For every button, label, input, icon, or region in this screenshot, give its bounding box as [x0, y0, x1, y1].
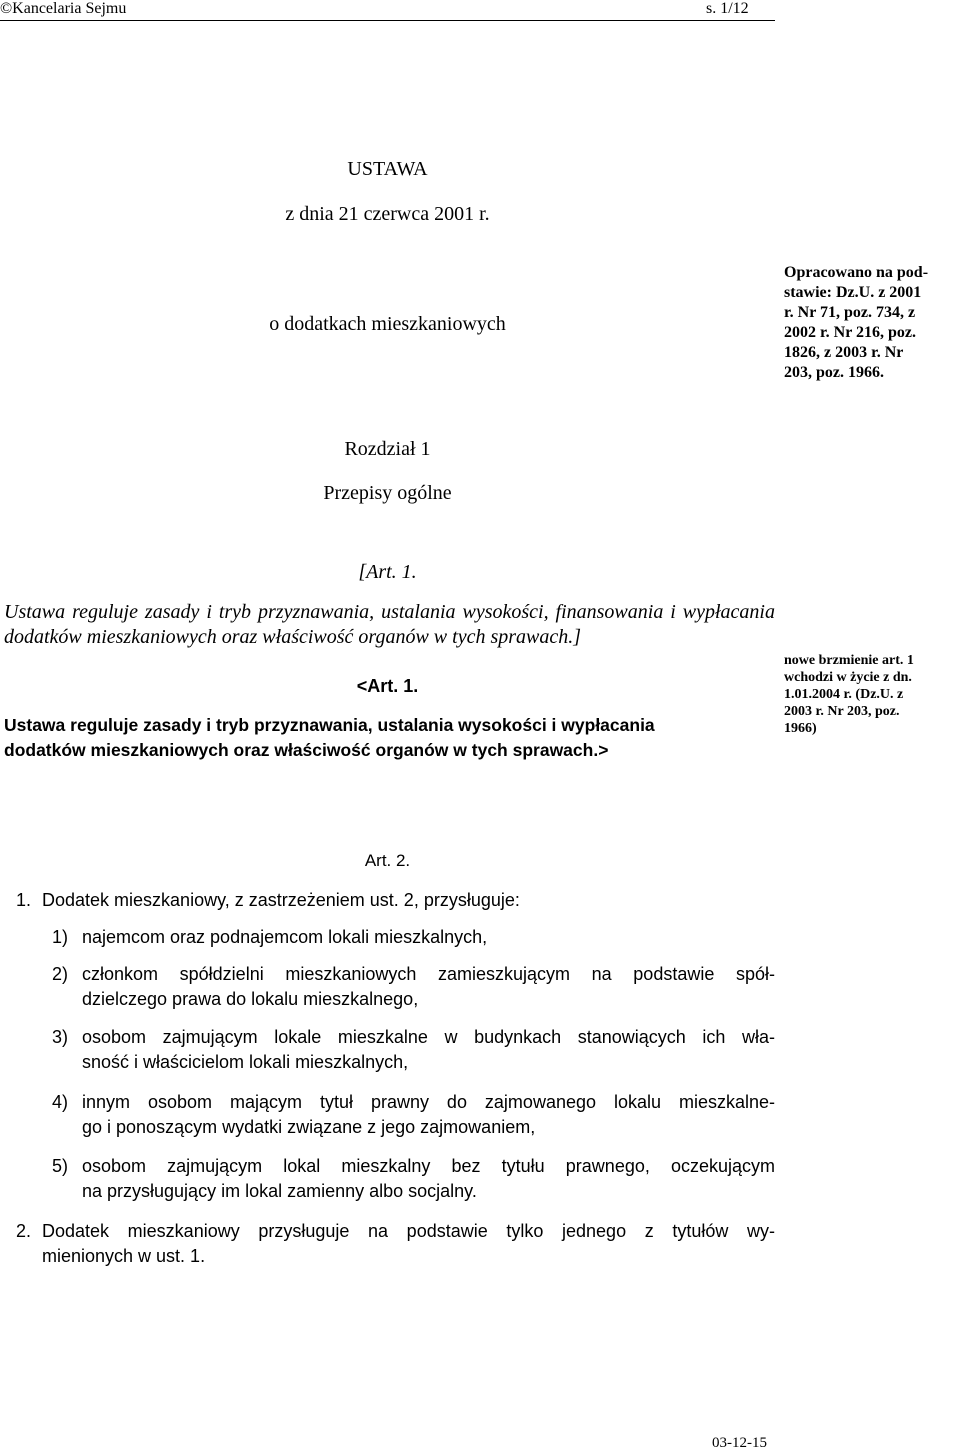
source-note-line: stawie: Dz.U. z 2001: [784, 284, 922, 301]
list-item-number: 5): [52, 1156, 69, 1176]
art1-old-heading: [Art. 1.: [358, 561, 417, 583]
amendment-note-line: 2003 r. Nr 203, poz.: [784, 704, 900, 719]
amendment-note-line: 1.01.2004 r. (Dz.U. z: [784, 687, 904, 702]
amendment-note-line: 1966): [784, 721, 817, 736]
ust-line: Dodatek mieszkaniowy przysługuje na podstawie tylko jednego z tytułów wy-: [42, 1221, 775, 1241]
amendment-note-line: nowe brzmienie art. 1: [784, 653, 914, 668]
art1-new-line: dodatków mieszkaniowych oraz właściwość organów w tych sprawach.>: [4, 740, 609, 760]
list-item-line: najemcom oraz podnajemcom lokali mieszkalnych,: [82, 927, 488, 947]
header-divider: [0, 20, 775, 21]
list-item-line: członkom spółdzielni mieszkaniowych zamieszkującym na podstawie spół-: [82, 964, 775, 984]
ust-number: 2.: [16, 1221, 32, 1241]
source-note-line: 2002 r. Nr 216, poz.: [784, 324, 916, 341]
source-note-line: 1826, z 2003 r. Nr: [784, 344, 904, 361]
art1-old-text: Ustawa reguluje zasady i tryb przyznawania, ustalania wysokości, finansowania i wypłacania dodatków mieszkaniowych oraz właściwość organów w tych sprawach.]: [4, 601, 775, 648]
page-number: s. 1/12: [706, 0, 749, 17]
chapter-name: Przepisy ogólne: [323, 482, 452, 504]
act-type: USTAWA: [347, 158, 428, 180]
ust-line: mienionych w ust. 1.: [42, 1246, 206, 1266]
source-note-line: r. Nr 71, poz. 734, z: [784, 304, 916, 321]
list-item-number: 2): [52, 964, 69, 984]
list-item-number: 1): [52, 927, 69, 947]
list-item-line: osobom zajmującym lokale mieszkalne w budynkach stanowiących ich wła-: [82, 1027, 775, 1047]
list-item-line: sność i właścicielom lokali mieszkalnych,: [82, 1052, 409, 1072]
amendment-note-line: wchodzi w życie z dn.: [784, 670, 912, 685]
list-item-line: osobom zajmującym lokal mieszkalny bez tytułu prawnego, oczekującym: [82, 1156, 775, 1176]
chapter-number: Rozdział 1: [344, 438, 431, 460]
ust-number: 1.: [16, 890, 32, 910]
list-item-line: na przysługujący im lokal zamienny albo socjalny.: [82, 1181, 477, 1201]
source-note-line: Opracowano na pod-: [784, 264, 929, 281]
list-item-line: innym osobom mającym tytuł prawny do zajmowanego lokalu mieszkalne-: [82, 1092, 775, 1112]
source-note-line: 203, poz. 1966.: [784, 364, 884, 381]
act-date: z dnia 21 czerwca 2001 r.: [285, 203, 490, 225]
publisher-label: ©Kancelaria Sejmu: [0, 0, 127, 17]
list-item-number: 3): [52, 1027, 69, 1047]
list-item-number: 4): [52, 1092, 69, 1112]
ust-text: Dodatek mieszkaniowy, z zastrzeżeniem ust. 2, przysługuje:: [42, 890, 520, 910]
list-item-line: go i ponoszącym wydatki związane z jego zajmowaniem,: [82, 1117, 536, 1137]
art2-heading: Art. 2.: [364, 851, 411, 870]
art1-new-heading: <Art. 1.: [356, 676, 419, 696]
act-subject: o dodatkach mieszkaniowych: [269, 313, 506, 335]
source-note: [784, 263, 928, 383]
art1-new-line: Ustawa reguluje zasady i tryb przyznawania, ustalania wysokości i wypłacania: [4, 715, 655, 735]
list-item-line: dzielczego prawa do lokalu mieszkalnego,: [82, 989, 419, 1009]
amendment-note: [784, 652, 914, 737]
footer-date: 03-12-15: [712, 1435, 767, 1451]
